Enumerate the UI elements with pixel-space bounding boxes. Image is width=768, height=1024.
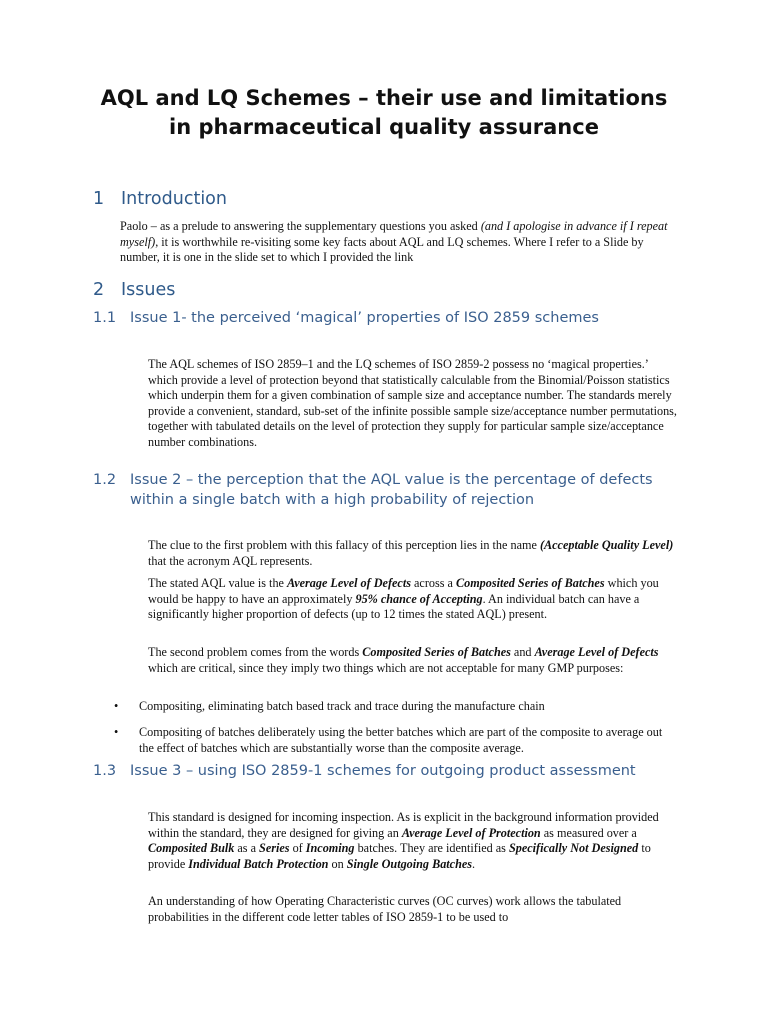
subsection-number: 1.1 — [93, 310, 117, 326]
bullet-icon: • — [114, 725, 119, 739]
document-title: AQL and LQ Schemes – their use and limitations in pharmaceutical quality assurance — [100, 86, 668, 139]
section-number: 1 — [93, 189, 105, 209]
heading-issue-2 — [93, 470, 683, 510]
bullet-item: • Compositing of batches deliberately using the better batches which are part of the composite to average out the effect of batches which are substantially worse than the composite average. — [114, 725, 663, 755]
issue-1-paragraph: The AQL schemes of ISO 2859–1 and the LQ schemes of ISO 2859-2 possess no ‘magical properties.’ which provide a level of protection beyond that statistically calculable from the Binomial/Poisson statistics which underpin them for a given combination of sample size and acceptance number. The standards merely provide a convenient, standard, sub-set of the infinite possible sample size/acceptance number permutations, together with tabulated details on the level of protection they supply for particular sample size/acceptance number combinations. — [148, 357, 677, 449]
section-title: Issues — [121, 280, 176, 300]
issue-3-paragraph-2: An understanding of how Operating Characteristic curves (OC curves) work allows the tabulated probabilities in the different code letter tables of ISO 2859-1 to be used to — [148, 894, 622, 924]
issue-3-paragraph-1: This standard is designed for incoming inspection. As is explicit in the background information provided within the standard, they are designed for giving an Average Level of Protection as measured over a Composited Bulk as a Series of Incoming batches. They are identified as Specifically Not Designed to provide Individual Batch Protection on Single Outgoing Batches. — [148, 810, 659, 871]
bullet-item: • Compositing, eliminating batch based track and trace during the manufacture chain — [114, 699, 545, 713]
intro-paragraph: Paolo – as a prelude to answering the supplementary questions you asked (and I apologise in advance if I repeat myself), it is worthwhile re-visiting some key facts about AQL and LQ schemes. Where I refer to a Slide by number, it is one in the slide set to which I provided the link — [120, 219, 668, 264]
subsection-number: 1.2 — [93, 472, 117, 488]
heading-issue-1 — [93, 308, 683, 328]
issue-2-paragraph-1: The clue to the first problem with this fallacy of this perception lies in the name (Acceptable Quality Level) that the acronym AQL represents. — [148, 538, 674, 568]
subsection-title: Issue 2 – the perception that the AQL value is the percentage of defects within a single batch with a high probability of rejection — [130, 472, 653, 508]
section-number: 2 — [93, 280, 105, 300]
subsection-title: Issue 1- the perceived ‘magical’ properties of ISO 2859 schemes — [130, 310, 599, 326]
section-title: Introduction — [121, 189, 227, 209]
heading-introduction — [93, 188, 227, 210]
subsection-title: Issue 3 – using ISO 2859-1 schemes for outgoing product assessment — [130, 763, 636, 779]
bullet-icon: • — [114, 699, 119, 713]
subsection-number: 1.3 — [93, 763, 117, 779]
heading-issue-3 — [93, 761, 683, 781]
issue-2-paragraph-3: The second problem comes from the words Composited Series of Batches and Average Level of Defects which are critical, since they imply two things which are not acceptable for many GMP purposes: — [148, 645, 659, 675]
issue-2-paragraph-2: The stated AQL value is the Average Level of Defects across a Composited Series of Batches which you would be happy to have an approximately 95% chance of Accepting. An individual batch can have a significantly higher proportion of defects (up to 12 times the stated AQL) present. — [148, 576, 659, 621]
heading-issues — [93, 279, 175, 301]
